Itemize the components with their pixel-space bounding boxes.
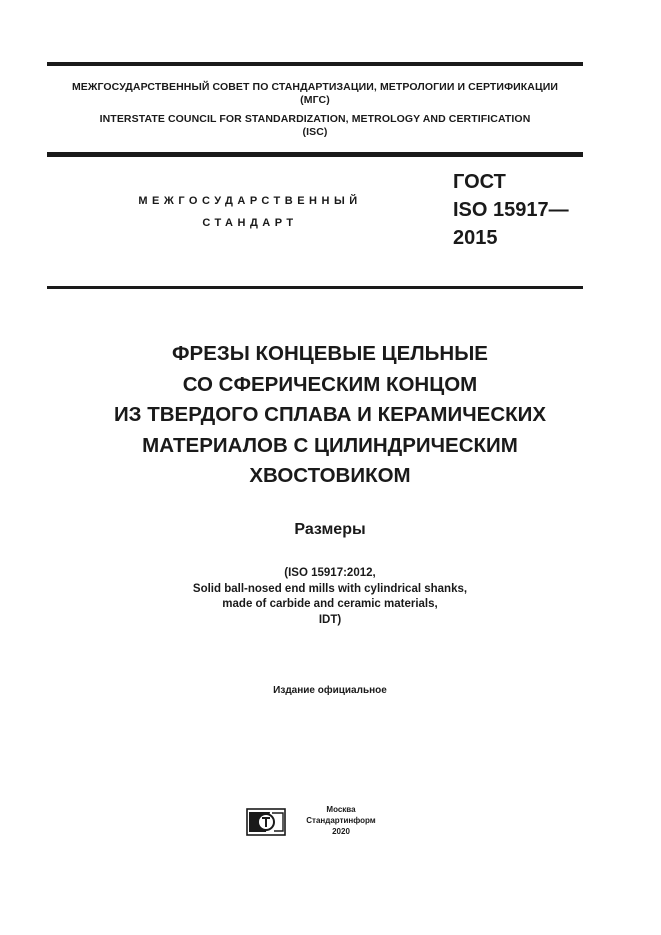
document-subtitle: Размеры bbox=[294, 521, 366, 538]
standartinform-logo-icon bbox=[246, 808, 286, 836]
iso-reference-line: made of carbide and ceramic materials, bbox=[222, 598, 438, 610]
standard-kind-line1: МЕЖГОСУДАРСТВЕННЫЙ bbox=[138, 195, 362, 207]
standard-code bbox=[453, 168, 569, 252]
council-ru-line1: МЕЖГОСУДАРСТВЕННЫЙ СОВЕТ ПО СТАНДАРТИЗАЦИИ, МЕТРОЛОГИИ И СЕРТИФИКАЦИИ bbox=[71, 81, 559, 93]
iso-reference bbox=[47, 566, 613, 628]
council-en-line2: (ISC) bbox=[302, 126, 328, 138]
iso-reference-line: (ISO 15917:2012, bbox=[284, 567, 376, 579]
iso-reference-line: IDT) bbox=[318, 613, 342, 626]
standard-code-line2: ISO 15917— bbox=[453, 199, 569, 221]
edition-label: Издание официальное bbox=[273, 685, 387, 696]
standard-kind-line2: СТАНДАРТ bbox=[202, 217, 298, 229]
standard-code-line1: ГОСТ bbox=[453, 171, 506, 193]
top-rule bbox=[47, 62, 583, 66]
publisher-name: Стандартинформ bbox=[306, 816, 376, 825]
council-ru-line2: (МГС) bbox=[300, 94, 330, 106]
document-title bbox=[47, 339, 613, 492]
middle-rule bbox=[47, 152, 583, 157]
title-line: ИЗ ТВЕРДОГО СПЛАВА И КЕРАМИЧЕСКИХ bbox=[113, 403, 547, 426]
title-line: МАТЕРИАЛОВ С ЦИЛИНДРИЧЕСКИМ bbox=[142, 433, 518, 457]
bottom-rule bbox=[47, 286, 583, 289]
standard-code-line3: 2015 bbox=[453, 227, 498, 249]
council-en-line1: INTERSTATE COUNCIL FOR STANDARDIZATION, METROLOGY AND CERTIFICATION bbox=[99, 113, 531, 125]
title-line: ФРЕЗЫ КОНЦЕВЫЕ ЦЕЛЬНЫЕ bbox=[172, 342, 488, 365]
council-name-en bbox=[47, 113, 583, 139]
iso-reference-line: Solid ball-nosed end mills with cylindrical shanks, bbox=[192, 582, 468, 595]
publisher-city: Москва bbox=[326, 805, 356, 814]
publisher-year: 2020 bbox=[332, 827, 350, 836]
standard-kind bbox=[110, 190, 390, 234]
title-line: СО СФЕРИЧЕСКИМ КОНЦОМ bbox=[182, 372, 478, 396]
title-line: ХВОСТОВИКОМ bbox=[249, 464, 411, 487]
publisher-info bbox=[296, 804, 386, 837]
council-name-ru bbox=[47, 81, 583, 107]
